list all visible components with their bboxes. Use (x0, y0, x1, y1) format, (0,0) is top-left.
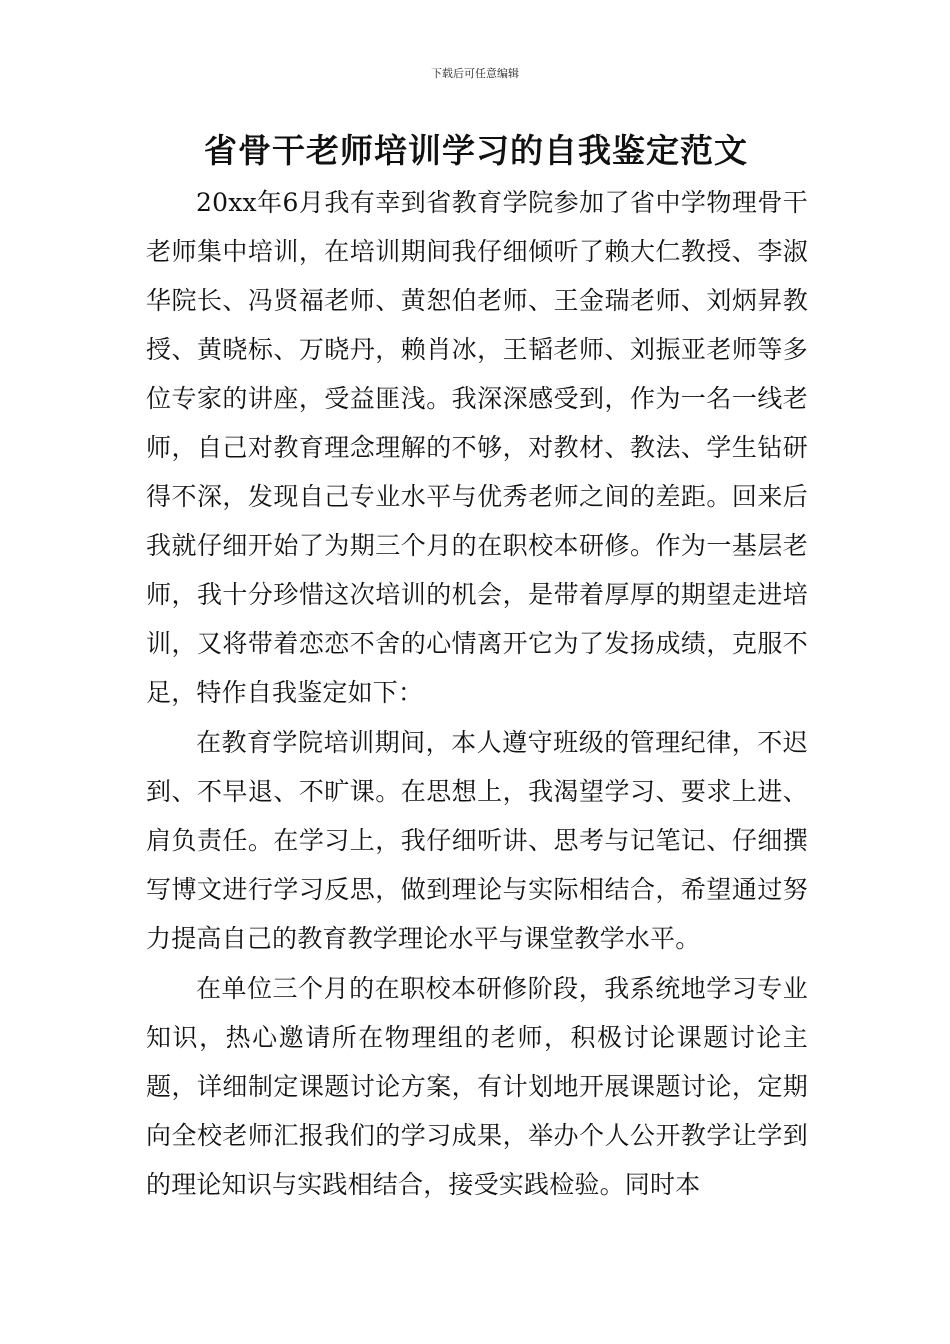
paragraph-2: 在教育学院培训期间，本人遵守班级的管理纪律，不迟到、不早退、不旷课。在思想上，我渴望学习、要求上进、肩负责任。在学习上，我仔细听讲、思考与记笔记、仔细撰写博文进行学习反思，做到理论与实际相结合，希望通过努力提高自己的教育教学理论水平与课堂教学水平。 (146, 728, 808, 953)
paragraph-1: 20xx年6月我有幸到省教育学院参加了省中学物理骨干老师集中培训，在培训期间我仔细倾听了赖大仁教授、李淑华院长、冯贤福老师、黄恕伯老师、王金瑞老师、刘炳昇教授、黄晓标、万晓丹，赖肖冰，王韬老师、刘振亚老师等多位专家的讲座，受益匪浅。我深深感受到，作为一名一线老师，自己对教育理念理解的不够，对教材、教法、学生钻研得不深，发现自己专业水平与优秀老师之间的差距。回来后我就仔细开始了为期三个月的在职校本研修。作为一基层老师，我十分珍惜这次培训的机会，是带着厚厚的期望走进培训，又将带着恋恋不舍的心情离开它为了发扬成绩，克服不足，特作自我鉴定如下： (146, 188, 808, 707)
paragraph-3: 在单位三个月的在职校本研修阶段，我系统地学习专业知识，热心邀请所在物理组的老师，积极讨论课题讨论主题，详细制定课题讨论方案，有计划地开展课题讨论，定期向全校老师汇报我们的学习成果，举办个人公开教学让学到的理论知识与实践相结合，接受实践检验。同时本 (146, 974, 808, 1199)
document-title: 省骨干老师培训学习的自我鉴定范文 (204, 131, 748, 170)
header-note: 下载后可任意编辑 (431, 67, 519, 80)
document-body (146, 178, 808, 1209)
